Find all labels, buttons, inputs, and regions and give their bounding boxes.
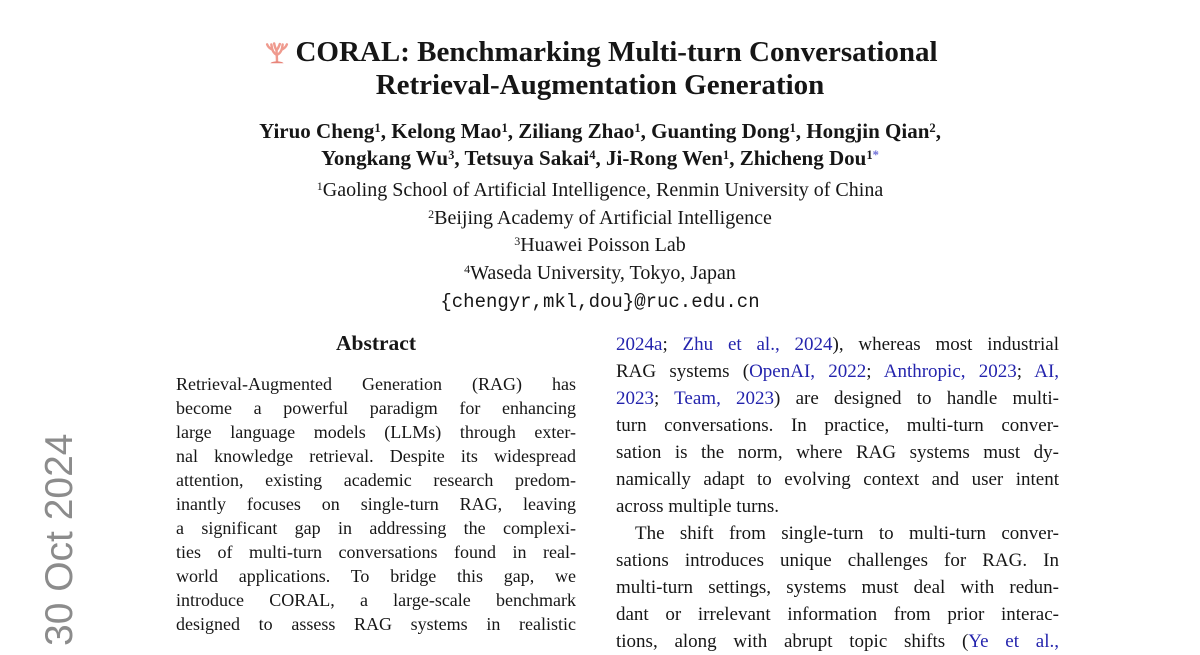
author-name: Zhicheng Dou <box>739 146 867 170</box>
abstract-body <box>176 372 576 636</box>
text-segment: across multiple turns. <box>616 496 780 517</box>
citation-link[interactable]: Anthropic, 2023 <box>883 361 1017 382</box>
text-segment: ; <box>654 388 675 409</box>
author-separator: , <box>795 119 807 143</box>
author-block <box>0 118 1200 172</box>
text-line <box>616 601 1059 628</box>
text-segment: multi-turn settings, systems must deal with redun- <box>616 577 1059 598</box>
author-affiliation-sup: 1 <box>866 147 873 162</box>
text-segment: turn conversations. In practice, multi-turn conver- <box>616 415 1059 436</box>
text-segment: ), whereas most industrial <box>832 334 1059 355</box>
author-separator: , <box>454 146 465 170</box>
text-line <box>616 412 1059 439</box>
text-line <box>176 588 576 612</box>
paper-title-line-1 <box>0 36 1200 69</box>
citation-link[interactable]: Ye et al., <box>968 631 1059 652</box>
affiliation-line <box>0 177 1200 205</box>
text-segment: nal knowledge retrieval. Despite its widespread <box>176 446 576 466</box>
introduction-column <box>616 331 1059 655</box>
affiliation-sup: 2 <box>428 206 435 221</box>
affiliation-line <box>0 232 1200 260</box>
author-affiliation-sup: 2 <box>929 120 936 135</box>
affiliation-text: Beijing Academy of Artificial Intelligence <box>434 206 772 229</box>
text-segment: RAG systems ( <box>616 361 750 382</box>
affiliation-line <box>0 260 1200 288</box>
author-separator: , <box>595 146 607 170</box>
author-separator: , <box>380 119 392 143</box>
text-line <box>176 372 576 396</box>
text-segment: a significant gap in addressing the complexi- <box>176 518 576 538</box>
text-line <box>616 358 1059 385</box>
author-name: Guanting Dong <box>651 119 790 143</box>
text-segment: ; <box>866 361 884 382</box>
author-affiliation-sup: 1 <box>501 120 508 135</box>
text-segment: dant or irrelevant information from prior interac- <box>616 604 1059 625</box>
text-line <box>616 547 1059 574</box>
author-name: Tetsuya Sakai <box>464 146 590 170</box>
text-segment: attention, existing academic research predom- <box>176 470 576 490</box>
author-name: Hongjin Qian <box>806 119 930 143</box>
text-line <box>176 492 576 516</box>
author-row <box>0 145 1200 172</box>
author-affiliation-sup: 1 <box>722 147 730 162</box>
text-line <box>176 468 576 492</box>
affiliation-sup: 4 <box>464 261 471 276</box>
coral-icon <box>262 36 292 66</box>
author-separator: , <box>935 119 941 143</box>
author-separator: , <box>507 119 519 143</box>
text-segment: ) are designed to handle multi- <box>774 388 1059 409</box>
author-name: Ji-Rong Wen <box>606 146 723 170</box>
text-line <box>176 420 576 444</box>
text-segment: sations introduces unique challenges for RAG. In <box>616 550 1059 571</box>
abstract-column <box>176 330 576 636</box>
affiliation-text: Huawei Poisson Lab <box>520 234 686 256</box>
text-segment: sation is the norm, where RAG systems must dy- <box>616 442 1059 463</box>
email-line: {chengyr,mkl,dou}@ruc.edu.cn <box>440 291 760 313</box>
affiliation-block <box>0 177 1200 287</box>
text-segment: become a powerful paradigm for enhancing <box>176 398 576 418</box>
author-affiliation-sup: 4 <box>589 147 596 162</box>
text-line <box>176 444 576 468</box>
citation-link[interactable]: 2024a <box>616 334 663 355</box>
text-segment: Retrieval-Augmented Generation (RAG) has <box>176 374 576 394</box>
text-line <box>616 466 1059 493</box>
text-segment: inantly focuses on single-turn RAG, leaving <box>176 494 576 514</box>
affiliation-text: Gaoling School of Artificial Intelligence, Renmin University of China <box>322 179 884 201</box>
text-line <box>616 385 1059 412</box>
text-segment: The shift from single-turn to multi-turn conver- <box>635 523 1059 544</box>
text-line <box>616 331 1059 358</box>
abstract-heading: Abstract <box>335 331 416 355</box>
text-line <box>176 396 576 420</box>
paper-title-line-2: Retrieval-Augmentation Generation <box>375 69 825 101</box>
citation-link[interactable]: OpenAI, 2022 <box>749 361 867 382</box>
arxiv-date-watermark: 30 Oct 2024 <box>38 433 81 646</box>
author-name: Kelong Mao <box>391 119 502 143</box>
text-line <box>616 439 1059 466</box>
text-segment: ties of multi-turn conversations found in real- <box>176 542 576 562</box>
text-segment: introduce CORAL, a large-scale benchmark <box>176 590 576 610</box>
text-line <box>616 520 1059 547</box>
author-name: Yongkang Wu <box>321 146 449 170</box>
text-line <box>616 493 1059 520</box>
author-name: Ziliang Zhao <box>518 119 635 143</box>
author-affiliation-sup: 3 <box>448 147 455 162</box>
author-affiliation-sup: 1 <box>374 120 381 135</box>
text-segment: tions, along with abrupt topic shifts ( <box>616 631 969 652</box>
text-line <box>176 516 576 540</box>
text-line <box>616 628 1059 655</box>
citation-link[interactable]: Team, 2023 <box>674 388 775 409</box>
text-segment: ; <box>1016 361 1035 382</box>
text-line <box>176 612 576 636</box>
affiliation-sup: 3 <box>514 234 521 248</box>
text-line <box>176 564 576 588</box>
author-affiliation-sup: 1 <box>634 120 641 135</box>
text-segment: large language models (LLMs) through exter- <box>176 422 576 442</box>
affiliation-line <box>0 205 1200 233</box>
citation-link[interactable]: AI, <box>1034 361 1059 382</box>
corresponding-author-star: * <box>872 147 879 162</box>
author-separator: , <box>640 119 652 143</box>
page-title: CORAL: Benchmarking Multi-turn Conversational <box>295 36 938 68</box>
text-line <box>616 574 1059 601</box>
author-separator: , <box>729 146 740 170</box>
author-affiliation-sup: 1 <box>789 120 796 135</box>
affiliation-sup: 1 <box>316 179 323 193</box>
affiliation-text: Waseda University, Tokyo, Japan <box>470 261 736 284</box>
text-segment: namically adapt to evolving context and user intent <box>616 469 1059 490</box>
author-row <box>0 118 1200 145</box>
citation-link[interactable]: Zhu et al., 2024 <box>682 334 833 355</box>
text-segment: world applications. To bridge this gap, we <box>176 566 576 586</box>
text-line <box>176 540 576 564</box>
citation-link[interactable]: 2023 <box>616 388 654 409</box>
text-segment: designed to assess RAG systems in realistic <box>176 614 576 634</box>
text-segment: ; <box>662 334 683 355</box>
paper-header <box>0 36 1200 315</box>
author-name: Yiruo Cheng <box>259 119 375 143</box>
